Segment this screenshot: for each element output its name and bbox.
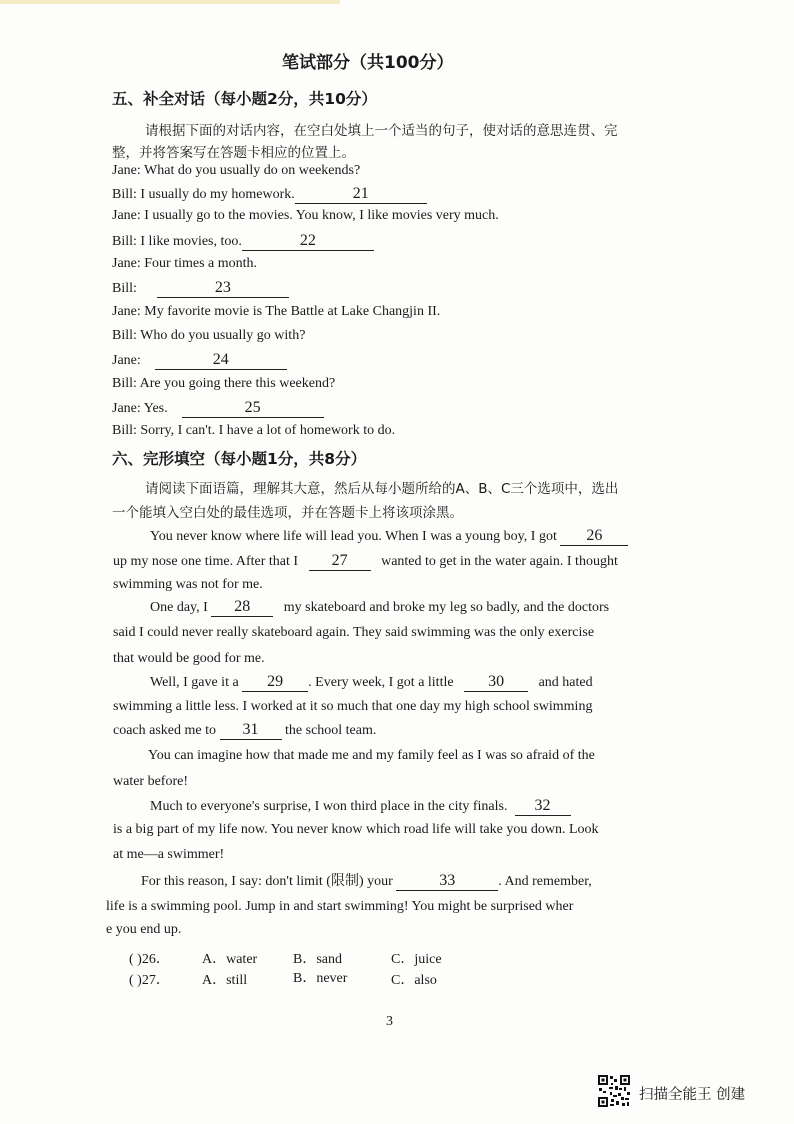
page-title: 笔试部分（共100分） [282, 53, 454, 73]
dialogue-line [112, 279, 289, 298]
dialogue-text: Jane: Yes. [112, 401, 168, 416]
passage-line [150, 598, 609, 617]
dialogue-text: Jane: [112, 353, 141, 368]
passage-text: You never know where life will lead you. When I was a young boy, I got [150, 529, 557, 544]
option-c[interactable]: C．juice [391, 952, 442, 967]
passage-text: For this reason, I say: don't limit (限制) your [141, 874, 393, 889]
section5-instruction-1: 请根据下面的对话内容，在空白处填上一个适当的句子，使对话的意思连贯、完 [145, 123, 618, 139]
dialogue-text: Bill: I like movies, too. [112, 234, 242, 249]
cloze-blank-33[interactable]: 33 [396, 872, 498, 891]
dialogue-line: Jane: What do you usually do on weekends? [112, 163, 361, 178]
dialogue-line: Jane: I usually go to the movies. You know, I like movies very much. [112, 208, 499, 223]
cloze-blank-32[interactable]: 32 [515, 797, 571, 816]
passage-line: e you end up. [106, 922, 182, 937]
passage-line [141, 872, 592, 891]
cloze-blank-30[interactable]: 30 [464, 673, 528, 692]
passage-text: wanted to get in the water again. I thought [381, 554, 618, 569]
dialogue-line: Jane: My favorite movie is The Battle at Lake Changjin II. [112, 304, 441, 319]
passage-line: life is a swimming pool. Jump in and start swimming! You might be surprised wher [106, 899, 574, 914]
option-c[interactable]: C．also [391, 973, 437, 988]
passage-line: swimming a little less. I worked at it so much that one day my high school swimming [113, 699, 593, 714]
passage-text: . And remember, [498, 874, 592, 889]
option-row-26 [129, 951, 170, 969]
dialogue-line [112, 351, 287, 370]
dialogue-line [112, 232, 374, 251]
dialogue-line: Bill: Sorry, I can't. I have a lot of homework to do. [112, 423, 396, 438]
passage-line: You can imagine how that made me and my family feel as I was so afraid of the [148, 748, 595, 763]
option-row-27 [129, 972, 170, 990]
qr-code-icon [597, 1074, 631, 1108]
section5-instruction-2: 整，并将答案写在答题卡相应的位置上。 [112, 145, 355, 161]
option-a[interactable]: A．still [202, 973, 248, 988]
section6-instruction-2: 一个能填入空白处的最佳选项，并在答题卡上将该项涂黑。 [112, 505, 463, 521]
section6-instruction-1: 请阅读下面语篇，理解其大意，然后从每小题所给的A、B、C三个选项中，选出 [145, 481, 619, 497]
passage-line: that would be good for me. [113, 651, 265, 666]
passage-text: Much to everyone's surprise, I won third place in the city finals. [150, 799, 508, 814]
option-b[interactable]: B．sand [293, 952, 342, 967]
passage-text: Well, I gave it a [150, 675, 239, 690]
dialogue-text: Bill: I usually do my homework. [112, 187, 295, 202]
answer-paren[interactable]: ( ) [129, 973, 142, 988]
passage-line [150, 797, 571, 816]
dialogue-line: Jane: Four times a month. [112, 256, 258, 271]
passage-text: my skateboard and broke my leg so badly, and the doctors [283, 600, 610, 615]
passage-line [150, 673, 593, 692]
answer-blank-24[interactable]: 24 [155, 351, 287, 370]
passage-line [113, 552, 618, 571]
answer-blank-23[interactable]: 23 [157, 279, 289, 298]
dialogue-line [112, 399, 324, 418]
passage-text: . Every week, I got a little [308, 675, 454, 690]
passage-text: coach asked me to [113, 723, 217, 738]
passage-line: said I could never really skateboard again. They said swimming was the only exercise [113, 625, 595, 640]
dialogue-line: Bill: Are you going there this weekend? [112, 376, 336, 391]
passage-line: swimming was not for me. [113, 577, 263, 592]
passage-text: up my nose one time. After that I [113, 554, 299, 569]
question-number: 26． [141, 952, 170, 967]
cloze-blank-31[interactable]: 31 [220, 721, 282, 740]
section6-heading: 六、完形填空（每小题1分，共8分） [112, 450, 367, 468]
passage-line [113, 721, 376, 740]
answer-blank-22[interactable]: 22 [242, 232, 374, 251]
scan-edge-artifact [0, 0, 340, 4]
answer-paren[interactable]: ( ) [129, 952, 142, 967]
dialogue-text: Bill: [112, 281, 137, 296]
page-number: 3 [386, 1014, 393, 1029]
answer-blank-25[interactable]: 25 [182, 399, 324, 418]
passage-line: at me—a swimmer! [113, 847, 225, 862]
option-a[interactable]: A．water [202, 952, 258, 967]
passage-line: is a big part of my life now. You never know which road life will take you down. Look [113, 822, 599, 837]
cloze-blank-29[interactable]: 29 [242, 673, 308, 692]
passage-line [150, 527, 628, 546]
section5-heading: 五、补全对话（每小题2分，共10分） [112, 90, 377, 108]
passage-text: the school team. [285, 723, 377, 738]
cloze-blank-28[interactable]: 28 [211, 598, 273, 617]
option-b[interactable]: B．never [293, 971, 348, 986]
cloze-blank-27[interactable]: 27 [309, 552, 371, 571]
scanner-watermark-text: 扫描全能王 创建 [639, 1087, 746, 1103]
passage-line: water before! [113, 774, 189, 789]
question-number: 27． [141, 973, 170, 988]
passage-text: One day, I [150, 600, 208, 615]
cloze-blank-26[interactable]: 26 [560, 527, 628, 546]
dialogue-line [112, 185, 427, 204]
answer-blank-21[interactable]: 21 [295, 185, 427, 204]
dialogue-line: Bill: Who do you usually go with? [112, 328, 306, 343]
passage-text: and hated [538, 675, 593, 690]
